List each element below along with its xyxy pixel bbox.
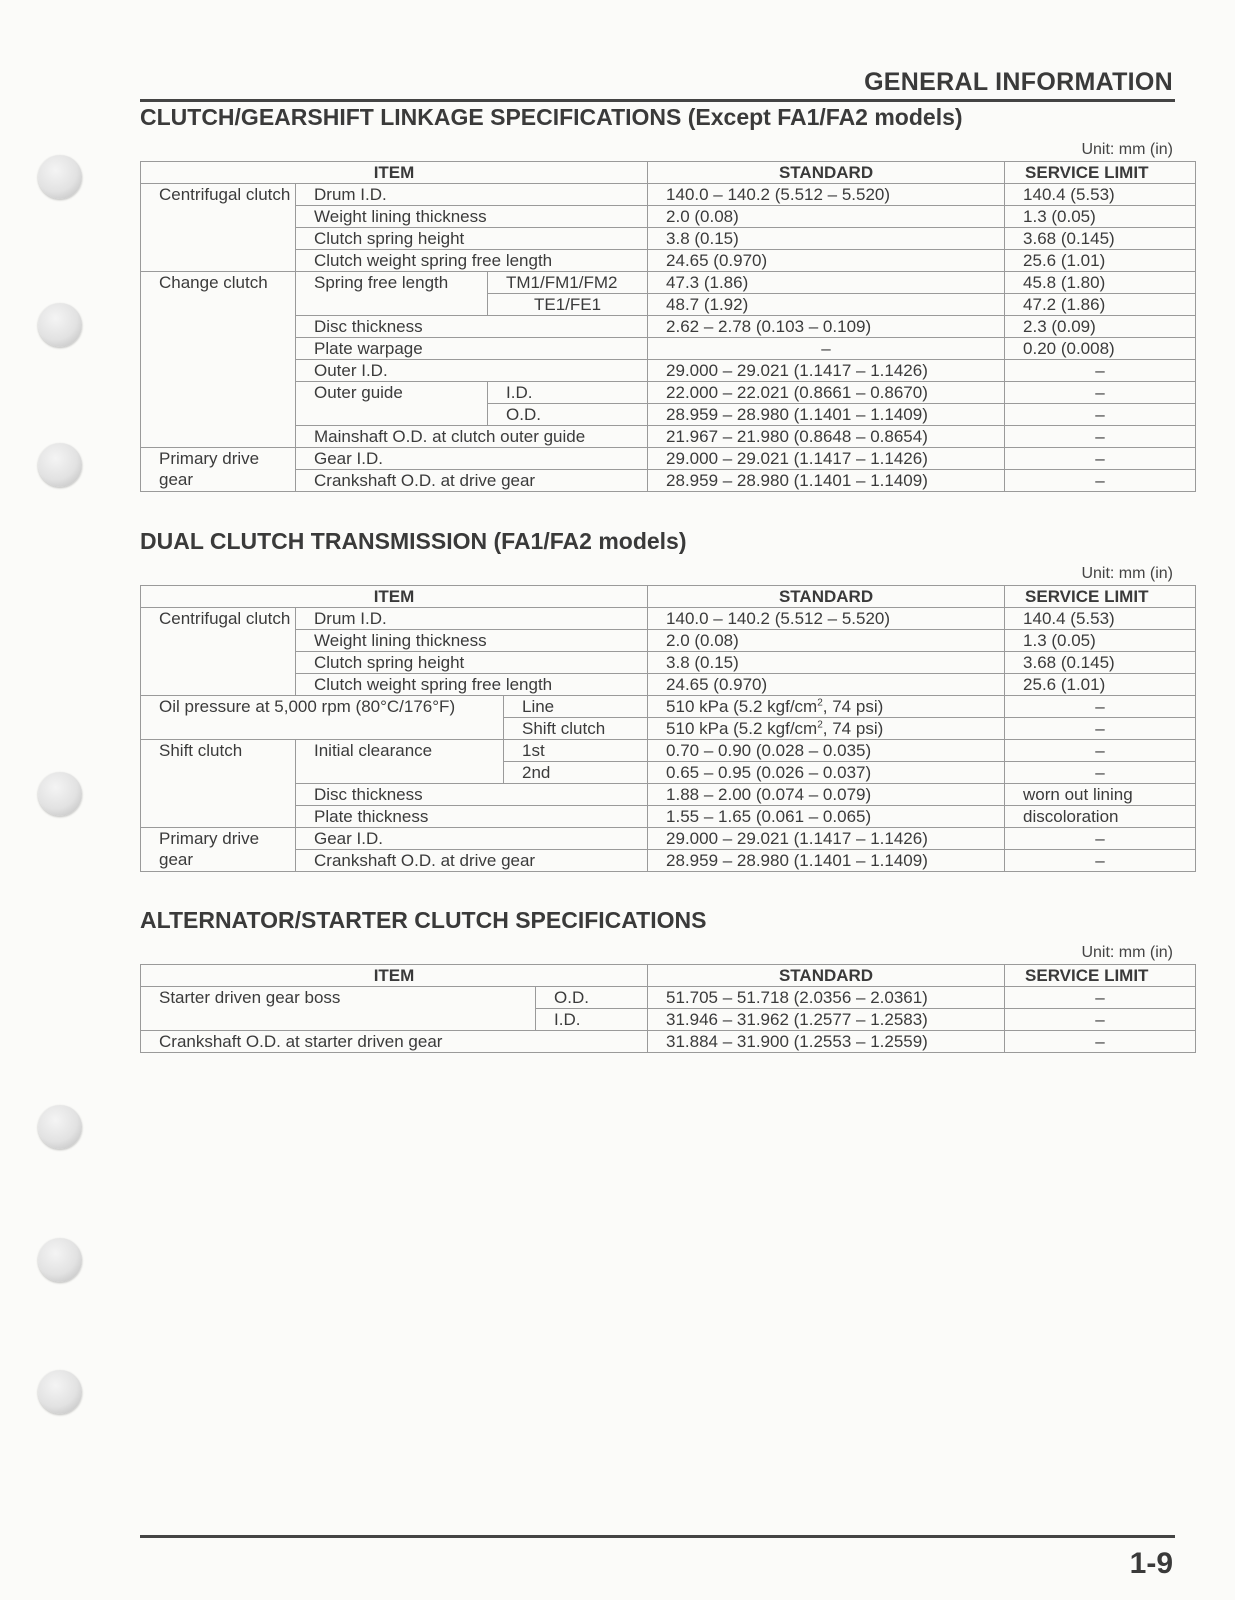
row-label: Spring free length	[296, 272, 488, 316]
standard-header: STANDARD	[648, 965, 1005, 987]
row-sublabel: O.D.	[488, 404, 648, 426]
row-label: Clutch spring height	[296, 652, 648, 674]
standard-value: 22.000 – 22.021 (0.8661 – 0.8670)	[648, 382, 1005, 404]
limit-value: 140.4 (5.53)	[1005, 608, 1196, 630]
standard-value: 51.705 – 51.718 (2.0356 – 2.0361)	[648, 987, 1005, 1009]
limit-value: –	[1005, 987, 1196, 1009]
value-text: , 74 psi)	[822, 719, 884, 738]
group-label-primary: Primary drive gear	[141, 448, 296, 492]
row-label: Clutch weight spring free length	[296, 674, 648, 696]
row-label: Initial clearance	[296, 740, 504, 784]
table-row	[141, 806, 1196, 828]
header-rule	[140, 99, 1175, 102]
limit-value: 25.6 (1.01)	[1005, 250, 1196, 272]
clutch-section-title: CLUTCH/GEARSHIFT LINKAGE SPECIFICATIONS (Except FA1/FA2 models)	[140, 104, 963, 130]
row-sublabel: TM1/FM1/FM2	[488, 272, 648, 294]
row-label: Crankshaft O.D. at drive gear	[296, 470, 648, 492]
standard-value: 140.0 – 140.2 (5.512 – 5.520)	[648, 184, 1005, 206]
row-label: Gear I.D.	[296, 448, 648, 470]
standard-value: 140.0 – 140.2 (5.512 – 5.520)	[648, 608, 1005, 630]
limit-value: –	[1005, 426, 1196, 448]
standard-header: STANDARD	[648, 162, 1005, 184]
binder-hole	[38, 772, 82, 816]
table-row	[141, 630, 1196, 652]
binder-hole	[38, 155, 82, 199]
standard-value: 2.0 (0.08)	[648, 630, 1005, 652]
limit-value: –	[1005, 470, 1196, 492]
binder-hole	[38, 1370, 82, 1414]
table-row	[141, 1031, 1196, 1053]
row-label: Gear I.D.	[296, 828, 648, 850]
table-row	[141, 987, 1196, 1009]
row-label: Drum I.D.	[296, 184, 648, 206]
standard-value: 1.88 – 2.00 (0.074 – 0.079)	[648, 784, 1005, 806]
service-limit-header: SERVICE LIMIT	[1005, 965, 1196, 987]
table-row	[141, 828, 1196, 850]
row-label: Clutch spring height	[296, 228, 648, 250]
standard-value: 2.62 – 2.78 (0.103 – 0.109)	[648, 316, 1005, 338]
table-row	[141, 382, 1196, 404]
group-label-centrifugal: Centrifugal clutch	[141, 184, 296, 272]
footer-rule	[140, 1535, 1175, 1538]
limit-value: 25.6 (1.01)	[1005, 674, 1196, 696]
table-header-row	[141, 586, 1196, 608]
standard-value: 29.000 – 29.021 (1.1417 – 1.1426)	[648, 448, 1005, 470]
alternator-spec-table	[140, 964, 1196, 1053]
row-sublabel: Shift clutch	[504, 718, 648, 740]
limit-value: 1.3 (0.05)	[1005, 206, 1196, 228]
dct-unit-note: Unit: mm (in)	[1081, 565, 1173, 582]
value-text: , 74 psi)	[822, 697, 884, 716]
limit-value: –	[1005, 1009, 1196, 1031]
row-sublabel: 1st	[504, 740, 648, 762]
superscript: 2	[817, 719, 823, 731]
value-text: 510 kPa (5.2 kgf/cm	[666, 719, 818, 738]
limit-value: 3.68 (0.145)	[1005, 652, 1196, 674]
group-label-shift: Shift clutch	[141, 740, 296, 828]
limit-value: –	[1005, 448, 1196, 470]
superscript: 2	[817, 697, 823, 709]
limit-value: –	[1005, 382, 1196, 404]
row-label: Crankshaft O.D. at drive gear	[296, 850, 648, 872]
standard-value: 1.55 – 1.65 (0.061 – 0.065)	[648, 806, 1005, 828]
standard-value: 31.884 – 31.900 (1.2553 – 1.2559)	[648, 1031, 1005, 1053]
page-number: 1-9	[1129, 1547, 1173, 1580]
limit-value: –	[1005, 360, 1196, 382]
standard-value	[648, 718, 1005, 740]
standard-value: 28.959 – 28.980 (1.1401 – 1.1409)	[648, 850, 1005, 872]
standard-value: 47.3 (1.86)	[648, 272, 1005, 294]
group-label-centrifugal: Centrifugal clutch	[141, 608, 296, 696]
row-sublabel: 2nd	[504, 762, 648, 784]
row-sublabel: O.D.	[536, 987, 648, 1009]
table-row	[141, 448, 1196, 470]
page-header-title: GENERAL INFORMATION	[864, 68, 1173, 96]
row-label: Weight lining thickness	[296, 206, 648, 228]
table-row	[141, 272, 1196, 294]
clutch-unit-note: Unit: mm (in)	[1081, 141, 1173, 158]
table-row	[141, 426, 1196, 448]
limit-value: 140.4 (5.53)	[1005, 184, 1196, 206]
limit-value: discoloration	[1005, 806, 1196, 828]
table-row	[141, 250, 1196, 272]
service-limit-header: SERVICE LIMIT	[1005, 586, 1196, 608]
table-row	[141, 360, 1196, 382]
limit-value: 3.68 (0.145)	[1005, 228, 1196, 250]
table-row	[141, 470, 1196, 492]
clutch-spec-table	[140, 161, 1196, 492]
table-row	[141, 740, 1196, 762]
table-row	[141, 784, 1196, 806]
row-sublabel: I.D.	[536, 1009, 648, 1031]
standard-value: 31.946 – 31.962 (1.2577 – 1.2583)	[648, 1009, 1005, 1031]
standard-value	[648, 696, 1005, 718]
standard-value: 3.8 (0.15)	[648, 228, 1005, 250]
standard-value: 21.967 – 21.980 (0.8648 – 0.8654)	[648, 426, 1005, 448]
alternator-unit-note: Unit: mm (in)	[1081, 944, 1173, 961]
table-row	[141, 228, 1196, 250]
standard-value: 28.959 – 28.980 (1.1401 – 1.1409)	[648, 404, 1005, 426]
service-limit-header: SERVICE LIMIT	[1005, 162, 1196, 184]
standard-value: 3.8 (0.15)	[648, 652, 1005, 674]
row-label: Plate thickness	[296, 806, 648, 828]
limit-value: –	[1005, 696, 1196, 718]
table-row	[141, 338, 1196, 360]
limit-value: –	[1005, 1031, 1196, 1053]
row-label: Weight lining thickness	[296, 630, 648, 652]
standard-value: 48.7 (1.92)	[648, 294, 1005, 316]
standard-value: 24.65 (0.970)	[648, 674, 1005, 696]
row-label: Drum I.D.	[296, 608, 648, 630]
row-label: Starter driven gear boss	[141, 987, 536, 1031]
standard-value: 24.65 (0.970)	[648, 250, 1005, 272]
table-row	[141, 206, 1196, 228]
item-header: ITEM	[141, 586, 648, 608]
limit-value: 0.20 (0.008)	[1005, 338, 1196, 360]
row-label: Crankshaft O.D. at starter driven gear	[141, 1031, 648, 1053]
table-row	[141, 316, 1196, 338]
table-header-row	[141, 965, 1196, 987]
limit-value: 1.3 (0.05)	[1005, 630, 1196, 652]
table-header-row	[141, 162, 1196, 184]
binder-hole	[38, 1238, 82, 1282]
binder-hole	[38, 303, 82, 347]
standard-value: 28.959 – 28.980 (1.1401 – 1.1409)	[648, 470, 1005, 492]
dct-section-title: DUAL CLUTCH TRANSMISSION (FA1/FA2 models)	[140, 528, 687, 554]
row-label: Clutch weight spring free length	[296, 250, 648, 272]
standard-value: 29.000 – 29.021 (1.1417 – 1.1426)	[648, 360, 1005, 382]
standard-value: 0.65 – 0.95 (0.026 – 0.037)	[648, 762, 1005, 784]
table-row	[141, 696, 1196, 718]
dct-spec-table	[140, 585, 1196, 872]
limit-value: –	[1005, 404, 1196, 426]
limit-value: 45.8 (1.80)	[1005, 272, 1196, 294]
limit-value: –	[1005, 762, 1196, 784]
row-sublabel: I.D.	[488, 382, 648, 404]
standard-value: 0.70 – 0.90 (0.028 – 0.035)	[648, 740, 1005, 762]
limit-value: 47.2 (1.86)	[1005, 294, 1196, 316]
row-label: Mainshaft O.D. at clutch outer guide	[296, 426, 648, 448]
limit-value: –	[1005, 718, 1196, 740]
table-row	[141, 608, 1196, 630]
standard-header: STANDARD	[648, 586, 1005, 608]
limit-value: –	[1005, 740, 1196, 762]
value-text: 510 kPa (5.2 kgf/cm	[666, 697, 818, 716]
limit-value: –	[1005, 850, 1196, 872]
item-header: ITEM	[141, 965, 648, 987]
group-label-primary: Primary drive gear	[141, 828, 296, 872]
standard-value: 2.0 (0.08)	[648, 206, 1005, 228]
binder-hole	[38, 1105, 82, 1149]
limit-value: –	[1005, 828, 1196, 850]
row-label: Outer I.D.	[296, 360, 648, 382]
row-label: Outer guide	[296, 382, 488, 426]
limit-value: 2.3 (0.09)	[1005, 316, 1196, 338]
item-header: ITEM	[141, 162, 648, 184]
row-label: Disc thickness	[296, 316, 648, 338]
row-label: Plate warpage	[296, 338, 648, 360]
binder-hole	[38, 443, 82, 487]
row-label: Oil pressure at 5,000 rpm (80°C/176°F)	[141, 696, 504, 740]
table-row	[141, 850, 1196, 872]
standard-value: 29.000 – 29.021 (1.1417 – 1.1426)	[648, 828, 1005, 850]
group-label-change: Change clutch	[141, 272, 296, 448]
row-sublabel: Line	[504, 696, 648, 718]
table-row	[141, 674, 1196, 696]
limit-value: worn out lining	[1005, 784, 1196, 806]
standard-value: –	[648, 338, 1005, 360]
row-label: Disc thickness	[296, 784, 648, 806]
alternator-section-title: ALTERNATOR/STARTER CLUTCH SPECIFICATIONS	[140, 907, 707, 933]
row-sublabel: TE1/FE1	[488, 294, 648, 316]
table-row	[141, 184, 1196, 206]
table-row	[141, 652, 1196, 674]
